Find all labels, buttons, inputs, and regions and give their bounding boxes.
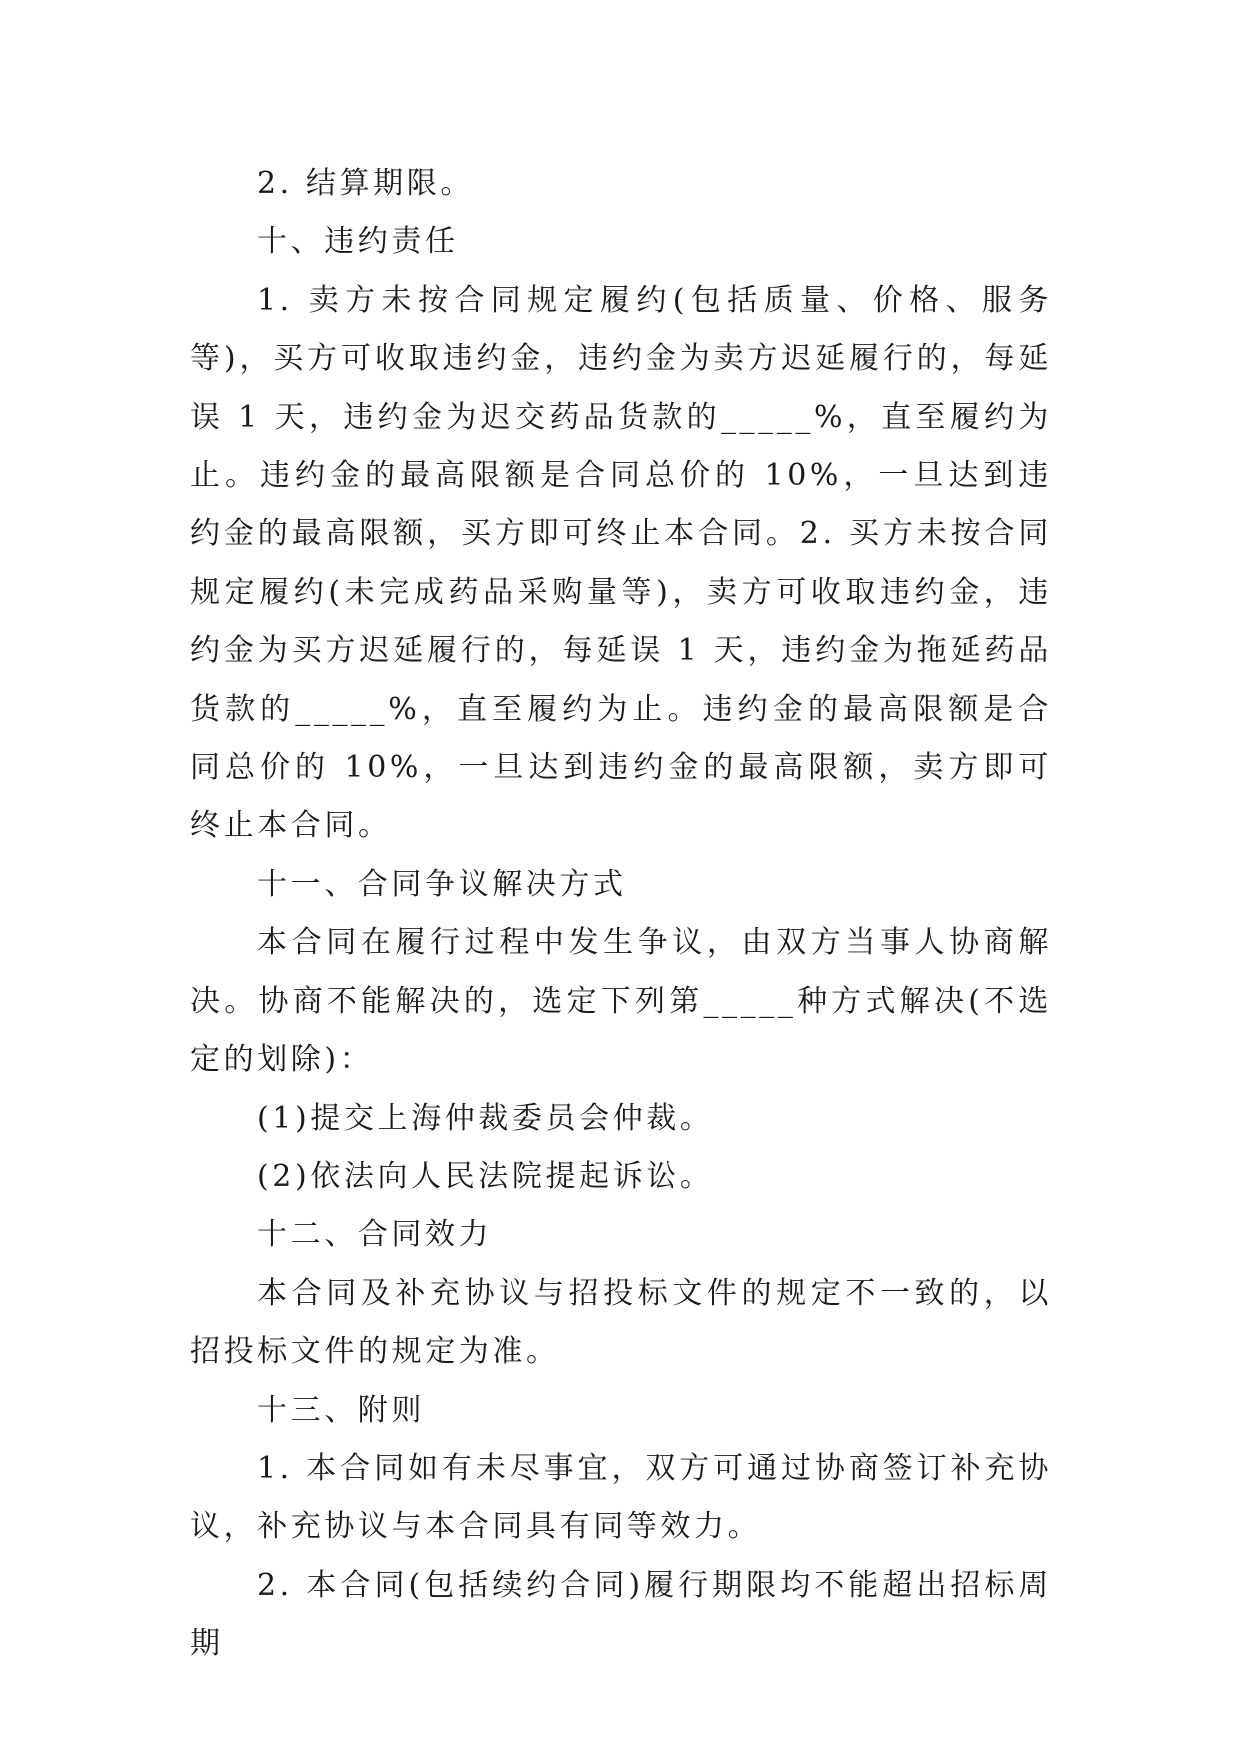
- heading-contract-validity: 十二、合同效力: [257, 1217, 493, 1253]
- heading-dispute-resolution: 十一、合同争议解决方式: [257, 866, 627, 902]
- paragraph-breach-terms: 1. 卖方未按合同规定履约(包括质量、价格、服务等)，买方可收取违约金，违约金为卖方迟延履行的，每延误 1 天，违约金为迟交药品货款的_____%，直至履约为止。违约金的最高限额是合同总价的 10%，一旦达到违约金的最高限额，买方即可终止本合同。2. 买方未按合同规定履约(未完成药品采购量等)，卖方可收取违约金，违约金为买方迟延履行的，每延误 1 天，违约金为拖延药品货款的_____%，直至履约为止。违约金的最高限额是合同总价的 10%，一旦达到违约金的最高限额，卖方即可终止本合同。: [190, 282, 1052, 844]
- paragraph-litigation-option: (2)依法向人民法院提起诉讼。: [257, 1158, 714, 1194]
- paragraph-performance-period: 2. 本合同(包括续约合同)履行期限均不能超出招标周期: [190, 1567, 1052, 1662]
- paragraph-arbitration-option: (1)提交上海仲裁委员会仲裁。: [257, 1100, 714, 1136]
- paragraph-dispute-terms: 本合同在履行过程中发生争议，由双方当事人协商解决。协商不能解决的，选定下列第_____种方式解决(不选定的划除)：: [190, 925, 1052, 1078]
- heading-breach-liability: 十、违约责任: [257, 224, 459, 260]
- paragraph-settlement-period: 2. 结算期限。: [257, 166, 474, 201]
- paragraph-validity-terms: 本合同及补充协议与招投标文件的规定不一致的，以招投标文件的规定为准。: [190, 1275, 1052, 1370]
- paragraph-supplementary-agreement: 1. 本合同如有未尽事宜，双方可通过协商签订补充协议，补充协议与本合同具有同等效力。: [190, 1450, 1052, 1545]
- document-body: [190, 155, 1052, 1674]
- heading-supplementary-provisions: 十三、附则: [257, 1392, 425, 1428]
